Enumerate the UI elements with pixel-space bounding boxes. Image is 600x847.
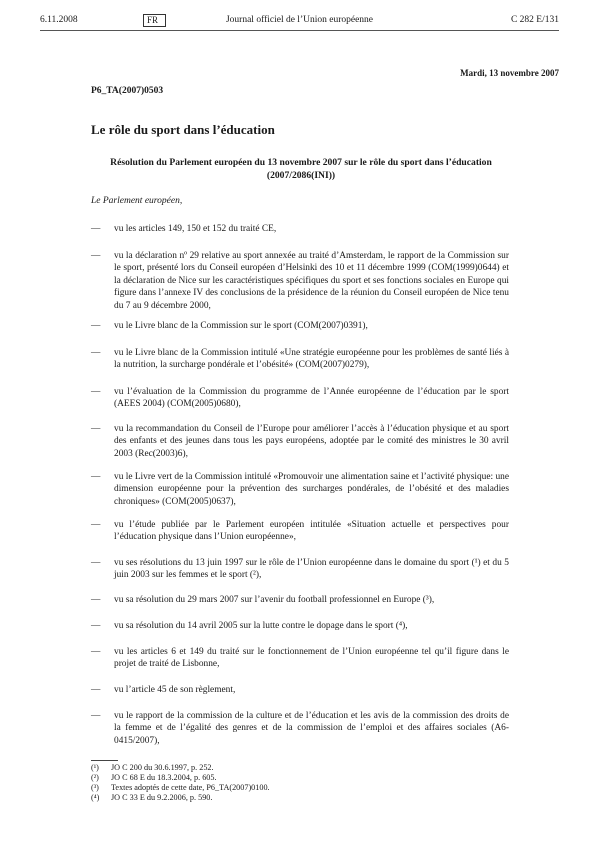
header-divider [40, 30, 559, 31]
dash-marker: — [91, 387, 101, 397]
dash-marker: — [91, 685, 101, 695]
footnote-text: JO C 200 du 30.6.1997, p. 252. [111, 763, 214, 772]
citation-text: vu le Livre blanc de la Commission sur le sport (COM(2007)0391), [114, 321, 368, 331]
footnote-marker: (¹) [91, 763, 99, 772]
footnote [91, 793, 212, 803]
page-header [40, 15, 559, 29]
session-date: Mardi, 13 novembre 2007 [460, 68, 559, 78]
citation-text: vu l’étude publiée par le Parlement européen intitulée «Situation actuelle et perspectives pour l’éducation physique dans l’Union européenne», [114, 520, 509, 543]
citation-item [91, 557, 509, 582]
citation-text: vu le Livre blanc de la Commission intitulé «Une stratégie européenne pour les problèmes de santé liés à la nutrition, la surcharge pondérale et l’obésité» (COM(2007)0279), [114, 348, 509, 371]
dash-marker: — [91, 558, 101, 568]
footnote [91, 773, 217, 783]
dash-marker: — [91, 520, 101, 530]
footnote-marker: (⁴) [91, 793, 100, 802]
dash-marker: — [91, 595, 101, 605]
citation-item [91, 620, 509, 632]
citation-text: vu ses résolutions du 13 juin 1997 sur le rôle de l’Union européenne dans le domaine du sport (¹) et du 5 juin 2003 sur les femmes et le sport (²), [114, 558, 509, 581]
footnote-marker: (³) [91, 783, 99, 792]
citation-text: vu la recommandation du Conseil de l’Europe pour améliorer l’accès à l’éducation physique et au sport des enfants et des jeunes dans tous les pays européens, adoptée par le comité des ministres le 30 avril 2003 (Rec(2003)6), [114, 424, 509, 459]
publication-date: 6.11.2008 [40, 15, 78, 25]
dash-marker: — [91, 224, 101, 234]
citation-text: vu le rapport de la commission de la culture et de l’éducation et les avis de la commission des droits de la femme et de l’égalité des genres et de la commission de l’emploi et des affaires sociales (A6-0415/2007), [114, 711, 509, 746]
intro-line: Le Parlement européen, [91, 196, 183, 206]
citation-text: vu l’article 45 de son règlement, [114, 685, 236, 695]
footnote-text: JO C 68 E du 18.3.2004, p. 605. [111, 773, 217, 782]
citation-item [91, 594, 509, 606]
citation-text: vu sa résolution du 14 avril 2005 sur la lutte contre le dopage dans le sport (⁴), [114, 621, 408, 631]
citation-text: vu sa résolution du 29 mars 2007 sur l’avenir du football professionnel en Europe (³), [114, 595, 435, 605]
dash-marker: — [91, 348, 101, 358]
citation-item [91, 519, 509, 544]
footnote-divider [91, 760, 118, 761]
citation-text: vu les articles 149, 150 et 152 du traité CE, [114, 224, 277, 234]
language-badge: FR [143, 14, 166, 27]
dash-marker: — [91, 321, 101, 331]
page-title: Le rôle du sport dans l’éducation [91, 122, 275, 137]
citation-text: vu le Livre vert de la Commission intitulé «Promouvoir une alimentation saine et l’activité physique: une dimension européenne pour la prévention des surcharges pondérales, de l’obésité et des maladies chroniques» (COM(2005)0637), [114, 472, 509, 507]
dash-marker: — [91, 621, 101, 631]
citation-item [91, 320, 509, 332]
citation-item [91, 471, 509, 508]
dash-marker: — [91, 424, 101, 434]
citation-item [91, 386, 509, 411]
citation-text: vu les articles 6 et 149 du traité sur le fonctionnement de l’Union européenne tel qu’il figure dans le projet de traité de Lisbonne, [114, 647, 509, 670]
footnote-marker: (²) [91, 773, 99, 782]
journal-title: Journal officiel de l’Union européenne [225, 15, 374, 25]
citation-item [91, 347, 509, 372]
dash-marker: — [91, 251, 101, 261]
footnote-text: Textes adoptés de cette date, P6_TA(2007)0100. [111, 783, 270, 792]
citation-item [91, 710, 509, 747]
resolution-subtitle: Résolution du Parlement européen du 13 novembre 2007 sur le rôle du sport dans l’éducation (2007/2086(INI)) [110, 157, 492, 181]
footnote [91, 763, 214, 773]
footnote-text: JO C 33 E du 9.2.2006, p. 590. [111, 793, 213, 802]
dash-marker: — [91, 647, 101, 657]
citation-item [91, 250, 509, 312]
citation-text: vu l’évaluation de la Commission du programme de l’Année européenne de l’éducation par le sport (AEES 2004) (COM(2005)0680), [114, 387, 509, 410]
journal-reference: C 282 E/131 [510, 15, 559, 25]
dash-marker: — [91, 472, 101, 482]
citation-item [91, 223, 509, 235]
document-id: P6_TA(2007)0503 [91, 86, 164, 96]
citation-item [91, 423, 509, 460]
citation-item [91, 646, 509, 671]
citation-item [91, 684, 509, 696]
citation-text: vu la déclaration nº 29 relative au sport annexée au traité d’Amsterdam, le rapport de la Commission sur le sport, présenté lors du Conseil européen d’Helsinki des 10 et 11 décembre 1999 (COM(1999)0644) et la déclaration de Nice sur les caractéristiques spécifiques du sport et ses fonctions sociales en Europe qui figure dans l’annexe IV des conclusions de la présidence de la réunion du Conseil européen de Nice tenu du 7 au 9 décembre 2000, [114, 251, 509, 311]
dash-marker: — [91, 711, 101, 721]
footnote [91, 783, 270, 793]
